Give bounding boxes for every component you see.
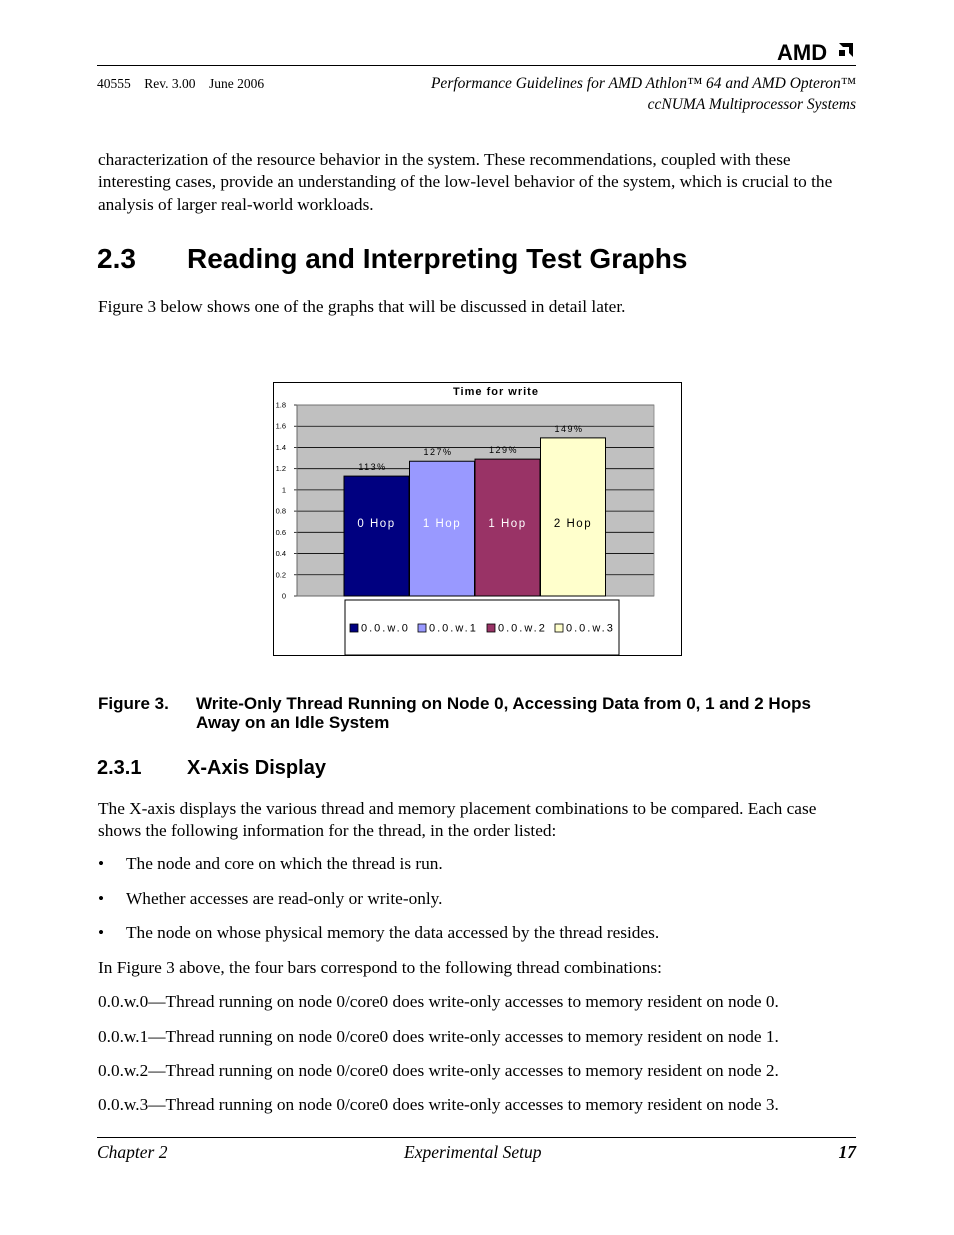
bar-value-label: 149% xyxy=(554,423,584,434)
combo-line: 0.0.w.3—Thread running on node 0/core0 does write-only accesses to memory resident on node 3. xyxy=(98,1095,779,1114)
subsection-title: X-Axis Display xyxy=(187,757,326,779)
y-tick-label: 1.4 xyxy=(275,442,286,452)
combos-intro: In Figure 3 above, the four bars correspond to the following thread combinations: xyxy=(98,958,662,977)
section-title: Reading and Interpreting Test Graphs xyxy=(187,243,688,274)
footer-rule xyxy=(97,1137,856,1138)
y-tick-label: 0.6 xyxy=(275,527,286,537)
y-tick-label: 0 xyxy=(281,591,286,601)
legend-label: 0.0.w.3 xyxy=(566,622,615,635)
y-tick-label: 1.2 xyxy=(275,464,286,474)
legend-label: 0.0.w.0 xyxy=(361,622,410,635)
y-tick-label: 1.6 xyxy=(275,421,286,431)
list-item-text: The node on whose physical memory the data accessed by the thread resides. xyxy=(126,923,660,942)
chart-svg xyxy=(274,383,681,655)
bar-chart xyxy=(273,382,682,656)
section-heading xyxy=(97,243,687,275)
bar xyxy=(344,476,409,596)
doc-date: June 2006 xyxy=(209,76,265,91)
footer-section: Experimental Setup xyxy=(404,1142,542,1162)
legend-swatch xyxy=(555,624,563,632)
section-number: 2.3 xyxy=(97,243,136,274)
doc-title xyxy=(431,73,856,115)
bar-value-label: 129% xyxy=(488,445,519,456)
figure-label: Figure 3. xyxy=(98,694,169,713)
amd-logo xyxy=(777,40,857,64)
list-item xyxy=(98,889,443,909)
amd-logo-text: AMD xyxy=(777,40,828,64)
bar-value-label: 127% xyxy=(423,447,453,458)
combo-line: 0.0.w.0—Thread running on node 0/core0 does write-only accesses to memory resident on node 0. xyxy=(98,992,779,1011)
bar-inner-label: 1 Hop xyxy=(422,518,462,530)
combo-line: 0.0.w.1—Thread running on node 0/core0 does write-only accesses to memory resident on node 1. xyxy=(98,1027,779,1046)
doc-title-line1: Performance Guidelines for AMD Athlon™ 64 and AMD Opteron™ xyxy=(430,75,856,92)
bullet-icon: • xyxy=(98,923,105,942)
header-rule xyxy=(97,65,856,66)
legend-swatch xyxy=(418,624,426,632)
bar-value-label: 113% xyxy=(358,462,387,473)
chart-title: Time for write xyxy=(453,386,539,398)
list-item xyxy=(98,854,443,874)
list-item-text: Whether accesses are read-only or write-only. xyxy=(126,889,443,908)
y-tick-label: 0.4 xyxy=(275,549,286,559)
y-tick-label: 0.8 xyxy=(275,506,286,516)
bullet-icon: • xyxy=(98,889,105,908)
subsection-intro: The X-axis displays the various thread and memory placement combinations to be compared. Each case shows the following information for the thread, in the order listed: xyxy=(98,799,817,841)
y-tick-label: 0.2 xyxy=(275,570,286,580)
bullet-icon: • xyxy=(98,854,105,873)
y-tick-label: 1.8 xyxy=(275,400,286,410)
doc-meta xyxy=(97,76,264,92)
doc-id: 40555 xyxy=(97,76,131,91)
legend-label: 0.0.w.1 xyxy=(429,622,478,635)
bar xyxy=(541,438,606,596)
list-item-text: The node and core on which the thread is run. xyxy=(126,854,443,873)
combo-line: 0.0.w.2—Thread running on node 0/core0 does write-only accesses to memory resident on node 2. xyxy=(98,1061,779,1080)
amd-arrow-icon xyxy=(839,43,853,57)
y-tick-label: 1 xyxy=(281,485,286,495)
list-item xyxy=(98,923,659,943)
legend-swatch xyxy=(487,624,495,632)
figure-caption-text: Write-Only Thread Running on Node 0, Accessing Data from 0, 1 and 2 Hops Away on an Idle System xyxy=(196,694,811,732)
legend-label: 0.0.w.2 xyxy=(498,622,547,635)
bar-inner-label: 1 Hop xyxy=(488,518,527,530)
doc-revision: Rev. 3.00 xyxy=(144,76,196,91)
intro-paragraph: characterization of the resource behavior in the system. These recommendations, coupled with these interesting cases, provide an understanding of the low-level behavior of the system, which is crucial to the analysis of larger real-world workloads. xyxy=(98,150,833,214)
page-number: 17 xyxy=(838,1142,856,1162)
subsection-heading xyxy=(97,757,326,780)
section-intro: Figure 3 below shows one of the graphs that will be discussed in detail later. xyxy=(98,297,626,316)
bar-inner-label: 0 Hop xyxy=(357,518,396,530)
bar-inner-label: 2 Hop xyxy=(553,518,593,530)
footer-chapter: Chapter 2 xyxy=(97,1142,168,1162)
subsection-number: 2.3.1 xyxy=(97,757,142,779)
doc-title-line2: ccNUMA Multiprocessor Systems xyxy=(647,96,856,113)
legend-swatch xyxy=(350,624,358,632)
